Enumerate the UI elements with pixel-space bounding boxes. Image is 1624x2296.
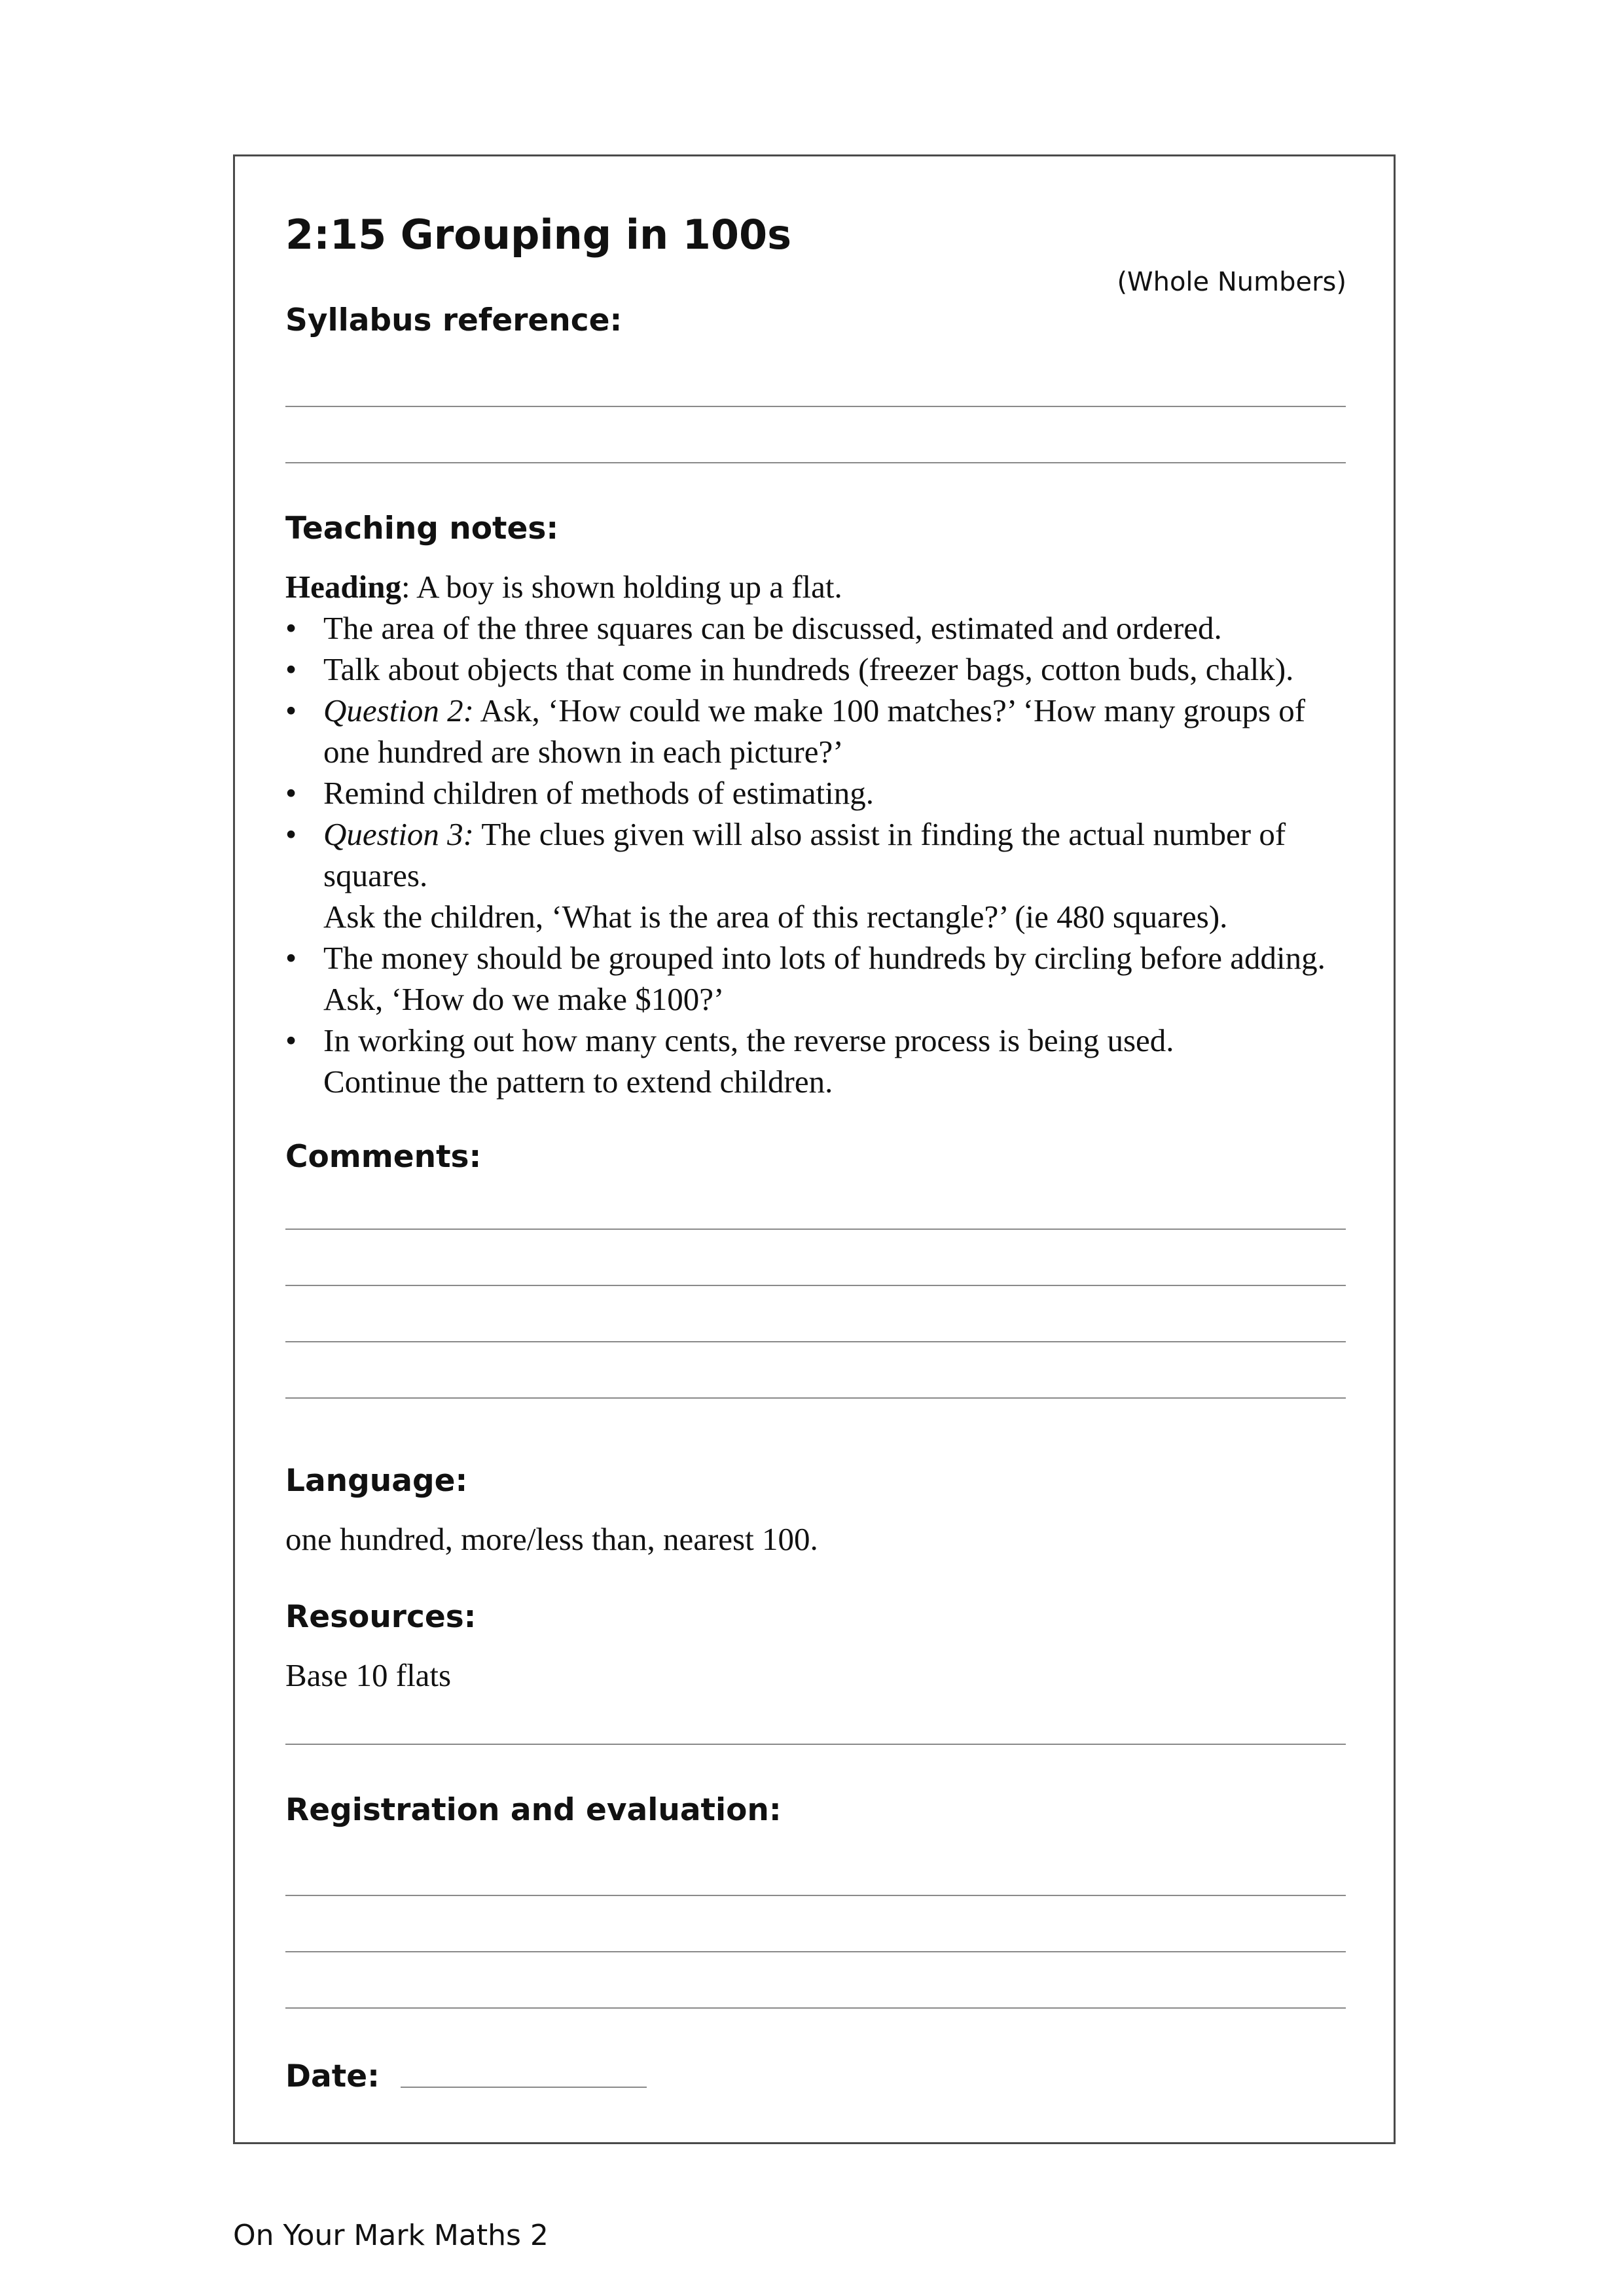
list-item-label: Question 3:	[323, 816, 474, 852]
page-title: 2:15 Grouping in 100s	[285, 211, 792, 259]
notes-bullet-list-2	[285, 937, 1359, 1061]
list-item-text: The clues given will also assist in finding the actual number of squares.	[323, 816, 1286, 893]
list-item	[285, 690, 1359, 772]
resources-write-line	[285, 1744, 1346, 1745]
registration-heading: Registration and evaluation:	[285, 1792, 782, 1828]
list-item	[285, 814, 1359, 896]
list-item	[285, 649, 1359, 690]
bullet-marker: •	[285, 775, 297, 811]
list-item-text: Remind children of methods of estimating.	[323, 775, 875, 811]
bullet-marker: •	[285, 940, 297, 976]
list-item-text: Ask, ‘How could we make 100 matches?’ ‘How many groups of one hundred are shown in each picture?’	[323, 692, 1306, 770]
list-item-text: The area of the three squares can be discussed, estimated and ordered.	[323, 610, 1222, 646]
teaching-notes-heading: Teaching notes:	[285, 511, 559, 547]
resources-heading: Resources:	[285, 1599, 477, 1635]
comments-heading: Comments:	[285, 1139, 482, 1175]
language-heading: Language:	[285, 1463, 468, 1499]
list-item	[285, 772, 1359, 814]
notes-intro-text: : A boy is shown holding up a flat.	[401, 569, 842, 605]
syllabus-write-line-2	[285, 462, 1346, 463]
bullet-marker: •	[285, 651, 297, 687]
notes-bullet-list	[285, 607, 1359, 896]
strand-label: (Whole Numbers)	[1117, 267, 1346, 297]
list-item-text: The money should be grouped into lots of hundreds by circling before adding. Ask, ‘How do we make $100?’	[323, 940, 1326, 1017]
comments-write-line-2	[285, 1285, 1346, 1286]
list-item-continuation: Continue the pattern to extend children.	[323, 1064, 833, 1100]
comments-write-line-3	[285, 1341, 1346, 1342]
registration-write-line-3	[285, 2007, 1346, 2009]
list-item-text: Talk about objects that come in hundreds (freezer bags, cotton buds, chalk).	[323, 651, 1294, 687]
language-text: one hundred, more/less than, nearest 100.	[285, 1521, 818, 1557]
date-label: Date:	[285, 2058, 380, 2094]
bullet-marker: •	[285, 1022, 297, 1058]
resources-text: Base 10 flats	[285, 1657, 452, 1693]
list-item-text: In working out how many cents, the reverse process is being used.	[323, 1022, 1174, 1058]
teaching-notes-body	[285, 566, 1359, 1102]
date-write-line	[401, 2087, 647, 2088]
bullet-marker: •	[285, 610, 297, 646]
registration-write-line-1	[285, 1895, 1346, 1896]
list-item	[285, 607, 1359, 649]
list-item	[285, 937, 1359, 1020]
syllabus-write-line-1	[285, 406, 1346, 407]
list-item-label: Question 2:	[323, 692, 474, 728]
list-item-continuation: Ask the children, ‘What is the area of this rectangle?’ (ie 480 squares).	[323, 899, 1228, 935]
syllabus-heading: Syllabus reference:	[285, 302, 623, 338]
comments-write-line-1	[285, 1229, 1346, 1230]
comments-write-line-4	[285, 1397, 1346, 1399]
list-item	[285, 1020, 1359, 1061]
bullet-marker: •	[285, 692, 297, 728]
notes-intro-label: Heading	[285, 569, 401, 605]
bullet-marker: •	[285, 816, 297, 852]
notes-intro	[285, 566, 1359, 607]
registration-write-line-2	[285, 1951, 1346, 1952]
page-footer: On Your Mark Maths 2	[233, 2219, 549, 2252]
